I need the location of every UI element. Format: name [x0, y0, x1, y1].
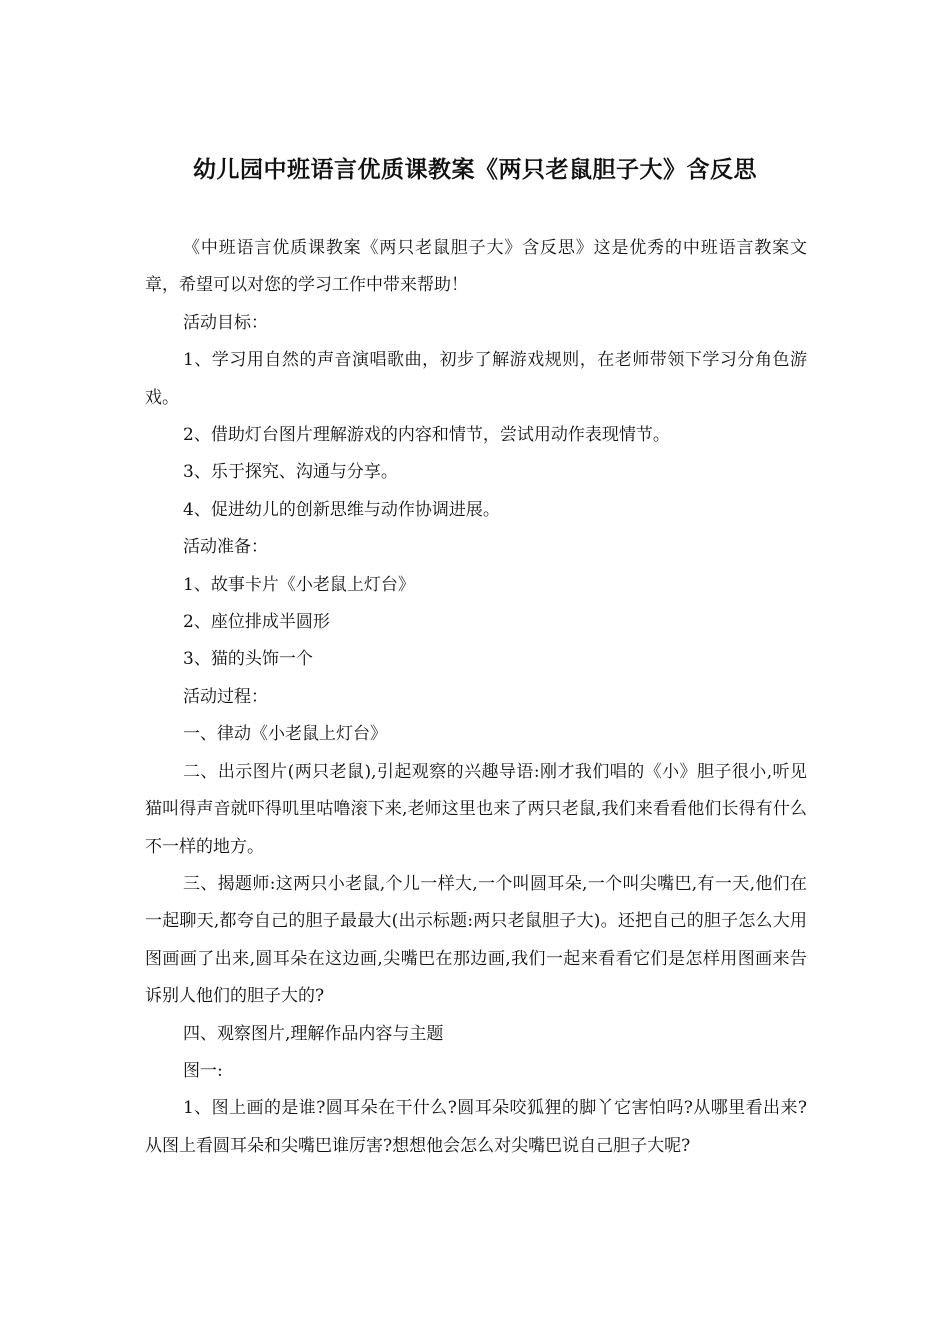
- preparation-item: 2、座位排成半圆形: [183, 612, 330, 633]
- process-step: 二、出示图片(两只老鼠),引起观察的兴趣导语:刚才我们唱的《小》胆子很小,听见猫叫得声音就吓得叽里咕噜滚下来,老师这里也来了两只老鼠,我们来看看他们长得有什么不一样的地方。: [145, 761, 807, 857]
- document-body: [145, 230, 807, 1165]
- goal-item: 1、学习用自然的声音演唱歌曲，初步了解游戏规则，在老师带领下学习分角色游戏。: [145, 350, 807, 408]
- section-heading-preparation: 活动准备：: [183, 537, 268, 558]
- intro-paragraph: 《中班语言优质课教案《两只老鼠胆子大》含反思》这是优秀的中班语言教案文章，希望可以对您的学习工作中带来帮助！: [145, 238, 807, 296]
- process-step: 一、律动《小老鼠上灯台》: [183, 724, 387, 745]
- document-title: 幼儿园中班语言优质课教案《两只老鼠胆子大》含反思: [193, 157, 757, 183]
- figure-question: 1、图上画的是谁?圆耳朵在干什么?圆耳朵咬狐狸的脚丫它害怕吗?从哪里看出来?从图上看圆耳朵和尖嘴巴谁厉害?想想他会怎么对尖嘴巴说自己胆子大呢?: [145, 1098, 807, 1156]
- preparation-item: 1、故事卡片《小老鼠上灯台》: [183, 574, 415, 595]
- goal-item: 3、乐于探究、沟通与分享。: [183, 462, 398, 483]
- process-step: 四、观察图片,理解作品内容与主题: [183, 1023, 444, 1044]
- goal-item: 2、借助灯台图片理解游戏的内容和情节，尝试用动作表现情节。: [183, 425, 670, 446]
- figure-heading: 图一:: [183, 1060, 223, 1081]
- process-step: 三、揭题师:这两只小老鼠,个儿一样大,一个叫圆耳朵,一个叫尖嘴巴,有一天,他们在一起聊天,都夸自己的胆子最最大(出示标题:两只老鼠胆子大)。还把自己的胆子怎么大用图画画了出来,圆耳朵在这边画,尖嘴巴在那边画,我们一起来看看它们是怎样用图画来告诉别人他们的胆子大的?: [145, 873, 807, 1007]
- preparation-item: 3、猫的头饰一个: [183, 649, 313, 670]
- section-heading-goals: 活动目标：: [183, 312, 268, 333]
- goal-item: 4、促进幼儿的创新思维与动作协调进展。: [183, 499, 500, 520]
- section-heading-process: 活动过程：: [183, 686, 268, 707]
